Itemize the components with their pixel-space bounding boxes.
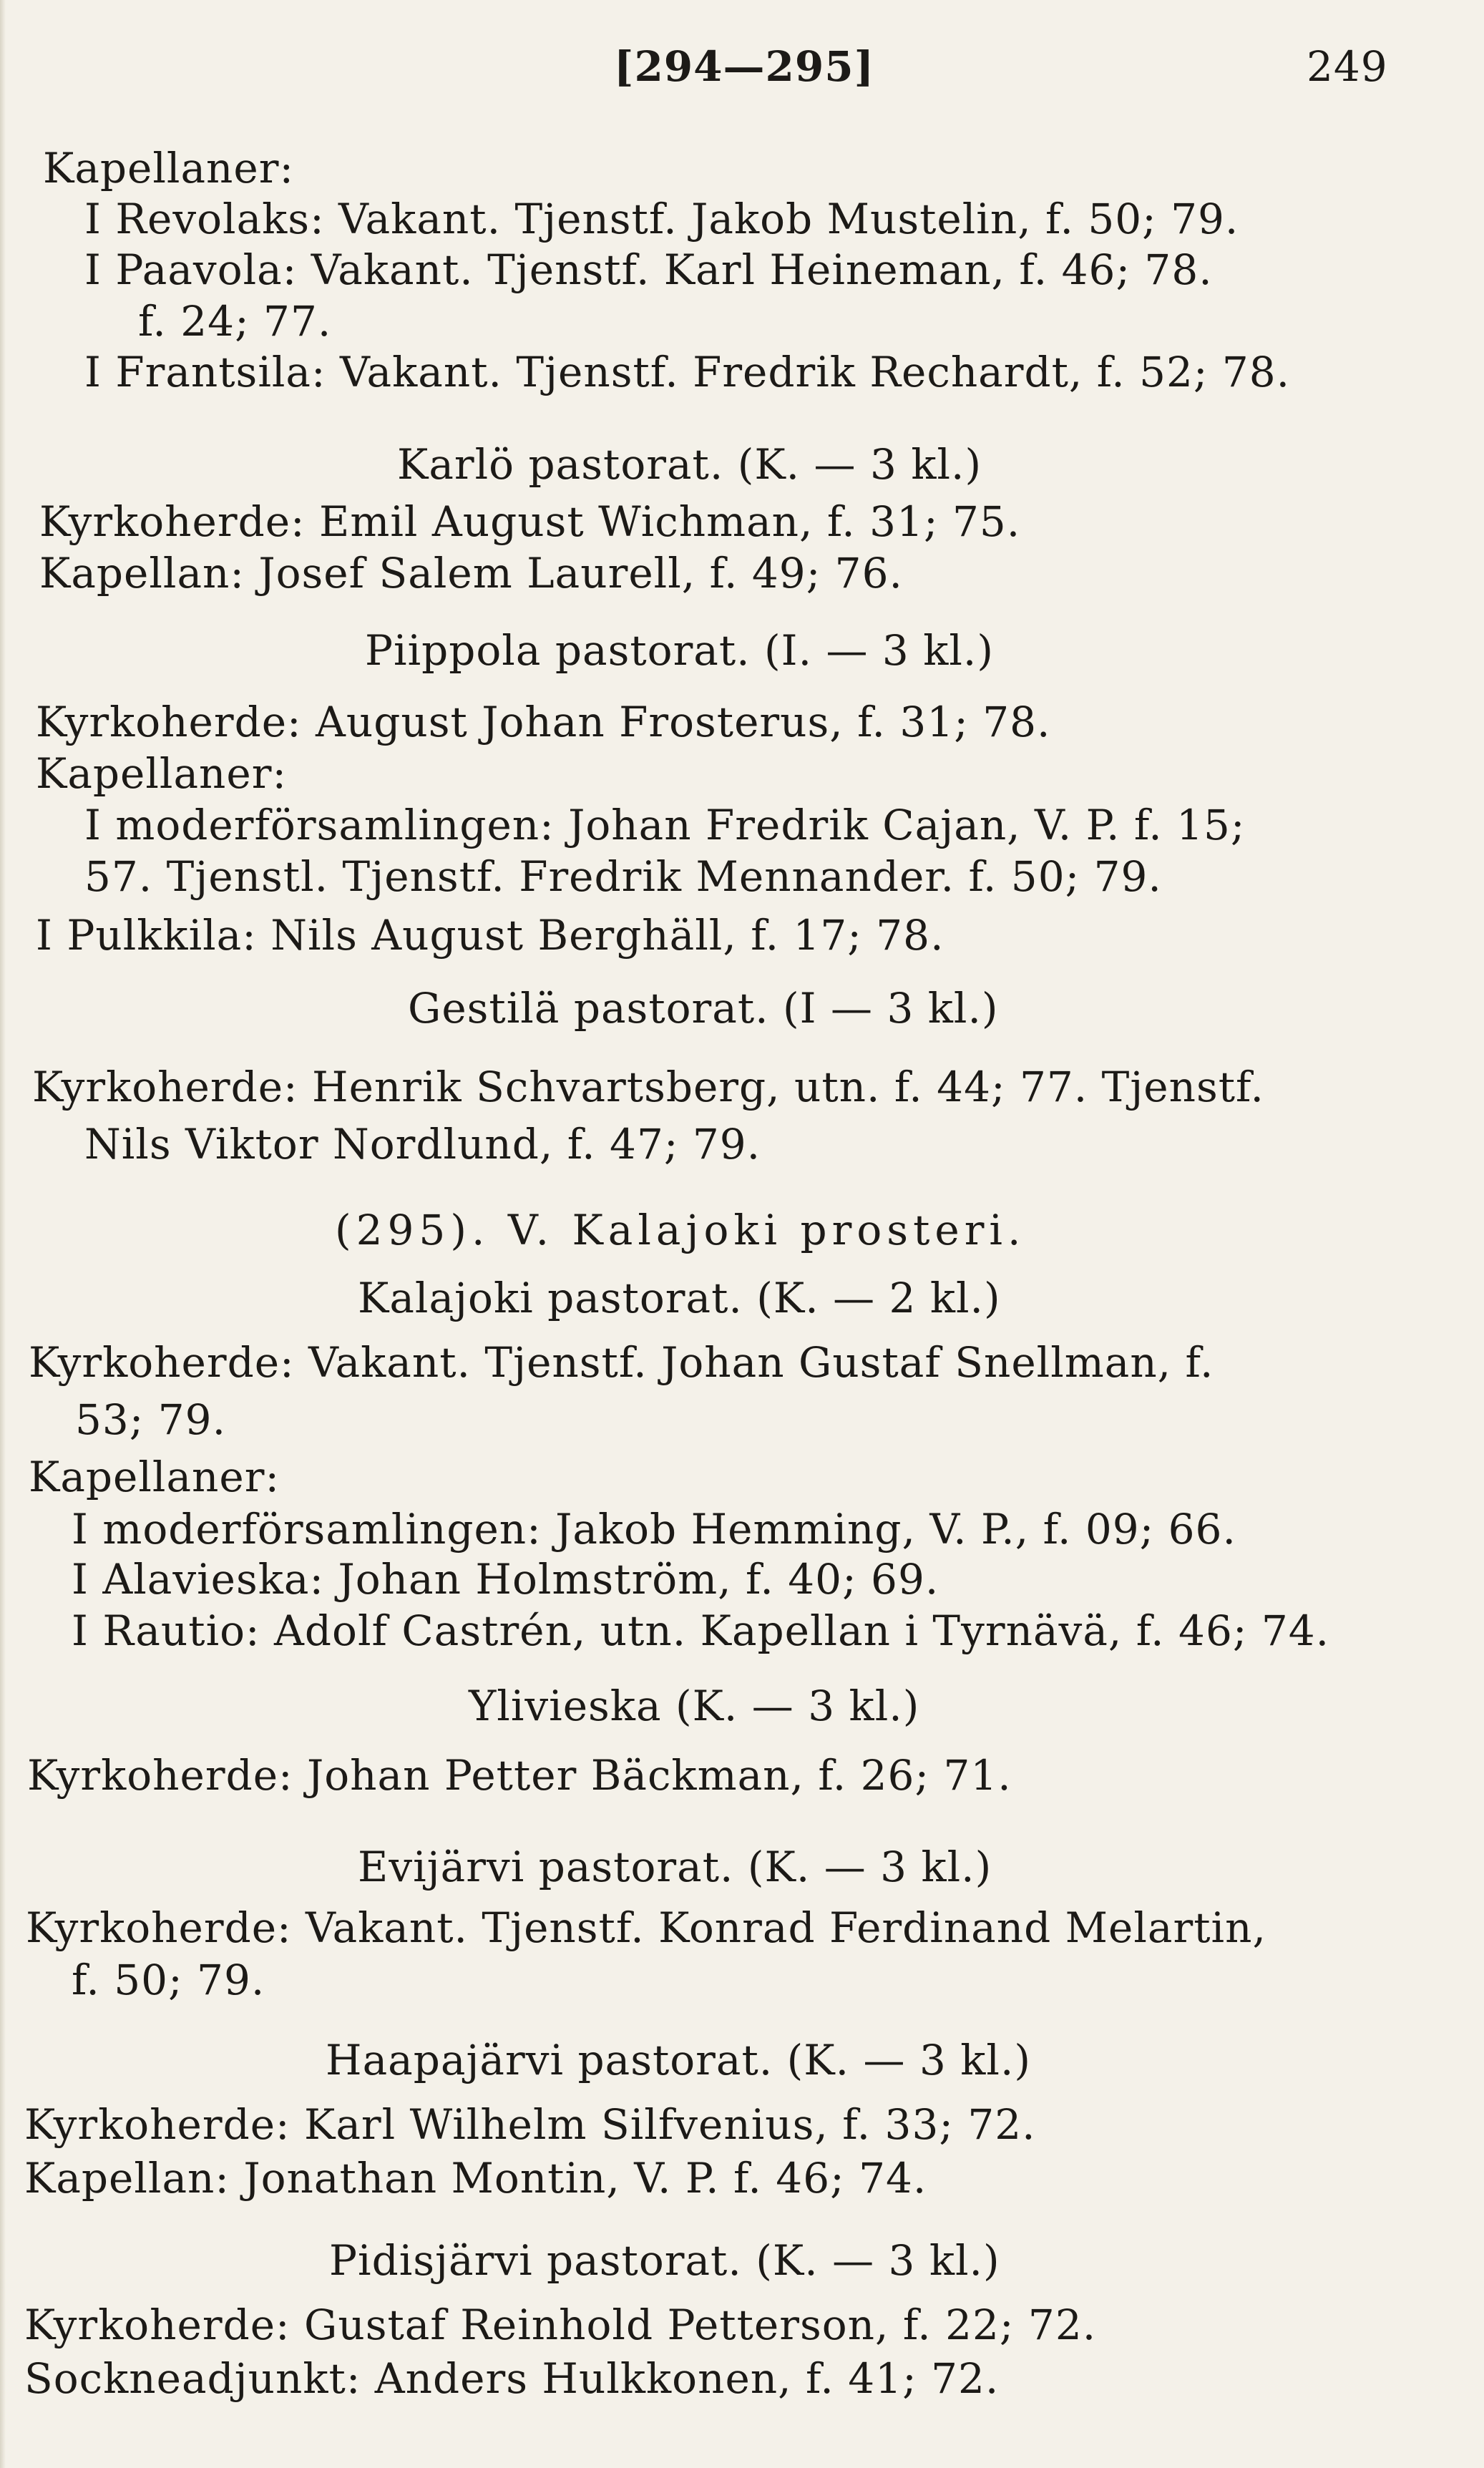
text-line: I Frantsila: Vakant. Tjenstf. Fredrik Rechardt, f. 52; 78. (84, 348, 1291, 396)
text-line: Kyrkoherde: Karl Wilhelm Silfvenius, f. 33; 72. (24, 2100, 1036, 2149)
section-heading: Evijärvi pastorat. (K. — 3 kl.) (358, 1843, 992, 1891)
page-range-header: [294—295] (614, 42, 875, 91)
text-line: I moderförsamlingen: Johan Fredrik Cajan, V. P. f. 15; (84, 801, 1246, 849)
text-line: Kapellaner: (43, 144, 294, 192)
text-line: f. 50; 79. (72, 1956, 265, 2004)
text-line: Kyrkoherde: Vakant. Tjenstf. Konrad Ferdinand Melartin, (26, 1903, 1266, 1952)
text-line: 53; 79. (75, 1395, 227, 1444)
text-line: f. 24; 77. (138, 297, 332, 346)
section-heading: Haapajärvi pastorat. (K. — 3 kl.) (326, 2036, 1032, 2084)
chapter-heading: (295). V. Kalajoki prosteri. (335, 1206, 1026, 1254)
text-line: I Revolaks: Vakant. Tjenstf. Jakob Mustelin, f. 50; 79. (84, 195, 1239, 243)
section-heading: Ylivieska (K. — 3 kl.) (469, 1682, 920, 1730)
text-line: I moderförsamlingen: Jakob Hemming, V. P., f. 09; 66. (72, 1505, 1236, 1554)
section-heading: Gestilä pastorat. (I — 3 kl.) (408, 984, 999, 1033)
text-line: Sockneadjunkt: Anders Hulkkonen, f. 41; 72. (24, 2354, 1000, 2403)
page-edge-shadow (0, 0, 6, 2468)
text-line: Kyrkoherde: Vakant. Tjenstf. Johan Gustaf Snellman, f. (29, 1338, 1214, 1387)
text-line: 57. Tjenstl. Tjenstf. Fredrik Mennander. f. 50; 79. (84, 852, 1162, 901)
section-heading: Pidisjärvi pastorat. (K. — 3 kl.) (329, 2236, 1000, 2285)
text-line: Kapellan: Josef Salem Laurell, f. 49; 76. (39, 549, 903, 598)
text-line: I Paavola: Vakant. Tjenstf. Karl Heineman, f. 46; 78. (84, 245, 1213, 294)
text-line: I Pulkkila: Nils August Berghäll, f. 17; 78. (36, 911, 944, 960)
text-line: I Rautio: Adolf Castrén, utn. Kapellan i Tyrnävä, f. 46; 74. (72, 1606, 1330, 1655)
text-line: Nils Viktor Nordlund, f. 47; 79. (84, 1120, 761, 1169)
text-line: Kapellaner: (29, 1453, 280, 1501)
text-line: Kapellan: Jonathan Montin, V. P. f. 46; 74. (24, 2154, 927, 2203)
text-line: Kyrkoherde: Johan Petter Bäckman, f. 26; 71. (27, 1751, 1012, 1800)
text-line: I Alavieska: Johan Holmström, f. 40; 69. (72, 1555, 939, 1604)
text-line: Kyrkoherde: Emil August Wichman, f. 31; 75. (39, 497, 1021, 546)
page-number: 249 (1307, 42, 1388, 91)
text-line: Kyrkoherde: August Johan Frosterus, f. 31; 78. (36, 698, 1051, 746)
text-line: Kapellaner: (36, 749, 287, 798)
section-heading: Piippola pastorat. (I. — 3 kl.) (365, 626, 994, 675)
section-heading: Karlö pastorat. (K. — 3 kl.) (397, 440, 982, 489)
text-line: Kyrkoherde: Henrik Schvartsberg, utn. f. 44; 77. Tjenstf. (32, 1063, 1264, 1111)
text-line: Kyrkoherde: Gustaf Reinhold Petterson, f. 22; 72. (24, 2301, 1097, 2349)
section-heading: Kalajoki pastorat. (K. — 2 kl.) (358, 1274, 1001, 1322)
